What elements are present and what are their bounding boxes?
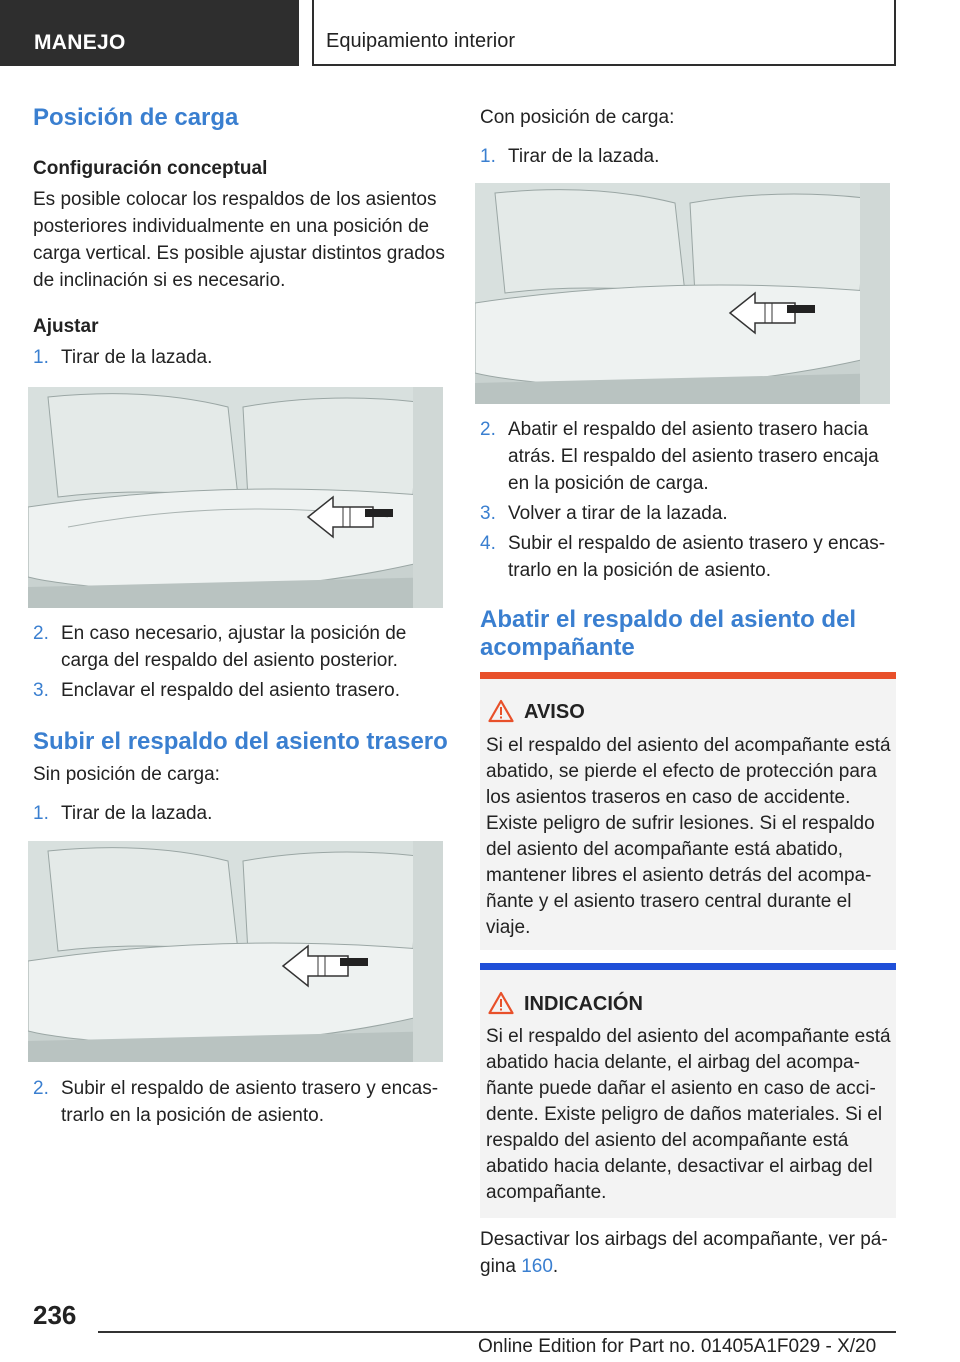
- step-number: 1.: [33, 347, 49, 368]
- chapter-title: Equipamiento interior: [326, 30, 515, 52]
- step-text: Subir el respaldo de asiento trasero y encastrarlo en la posición de asiento.: [508, 533, 886, 581]
- step-text: Tirar de la lazada.: [61, 347, 213, 368]
- step-text: Enclavar el respaldo del asiento trasero.: [61, 680, 401, 701]
- list-item: [480, 143, 896, 170]
- adjust-heading: Ajustar: [33, 316, 99, 337]
- seat-illustration-raise: [28, 841, 443, 1062]
- seat-illustration-load: [475, 183, 890, 404]
- closing-paragraph: [480, 1226, 896, 1280]
- list-item: [480, 530, 896, 584]
- notice-label: INDICACIÓN: [524, 993, 643, 1015]
- step-text: Volver a tirar de la lazada.: [508, 503, 728, 524]
- seat-illustration-adjust: [28, 387, 443, 608]
- step-number: 4.: [480, 533, 496, 554]
- section-heading-fold-passenger: Abatir el respaldo del asiento del acompañante: [480, 606, 857, 661]
- warning-text: Si el respaldo del asiento del acompañante está abatido, se pierde el efecto de protección para los asientos traseros en caso de accidente. Existe peligro de sufrir lesiones. Si el respaldo del asiento del acompañante está abatido, mantener libres el asiento detrás del acompañante y el asiento trasero central durante el viaje.: [486, 735, 891, 938]
- page-number: 236: [33, 1300, 77, 1330]
- chapter-tab: [312, 0, 896, 66]
- list-item: [480, 500, 896, 527]
- page-reference-link[interactable]: 160: [521, 1256, 553, 1277]
- concept-paragraph: Es posible colocar los respaldos de los asientos posteriores individualmente en una posición de carga vertical. Es posible ajustar distintos grados de inclinación si es necesario.: [33, 189, 445, 291]
- list-item: [480, 416, 896, 497]
- step-number: 2.: [480, 419, 496, 440]
- step-number: 2.: [33, 1078, 49, 1099]
- notice-triangle-icon: [488, 991, 514, 1015]
- step-number: 3.: [480, 503, 496, 524]
- step-text: En caso necesario, ajustar la posición de carga del respaldo del asiento posterior.: [61, 623, 407, 671]
- warning-bar: [480, 672, 896, 679]
- load-intro: Con posición de carga:: [480, 107, 675, 128]
- step-number: 2.: [33, 623, 49, 644]
- footer-divider: [98, 1331, 896, 1333]
- step-text: Subir el respaldo de asiento trasero y encastrarlo en la posición de asiento.: [61, 1078, 439, 1126]
- step-number: 1.: [480, 146, 496, 167]
- step-number: 1.: [33, 803, 49, 824]
- warning-label: AVISO: [524, 701, 585, 723]
- list-item: [33, 677, 445, 704]
- list-item: [33, 344, 445, 371]
- list-item: [33, 800, 445, 827]
- section-heading-raise-backrest: Subir el respaldo del asiento trasero: [33, 728, 448, 755]
- list-item: [33, 620, 445, 674]
- step-text: Tirar de la lazada.: [508, 146, 660, 167]
- notice-text: Si el respaldo del asiento del acompañante está abatido hacia delante, el airbag del acompañante puede dañar el asiento en caso de accidente. Existe peligro de daños materiales. Si el respaldo del asiento del acompañante está abatido hacia delante, desactivar el airbag del acompañante.: [486, 1026, 891, 1203]
- closing-text: Desactivar los airbags del acompañante, ver página: [480, 1229, 888, 1277]
- raise-intro: Sin posición de carga:: [33, 764, 220, 785]
- section-heading-load-position: Posición de carga: [33, 104, 239, 131]
- list-item: [33, 1075, 445, 1129]
- step-text: Tirar de la lazada.: [61, 803, 213, 824]
- warning-box: [480, 672, 896, 950]
- notice-bar: [480, 963, 896, 970]
- step-number: 3.: [33, 680, 49, 701]
- section-tab: [0, 0, 299, 66]
- section-title: MANEJO: [34, 31, 126, 54]
- closing-end: .: [552, 1256, 559, 1277]
- warning-triangle-icon: [488, 699, 514, 723]
- notice-box: [480, 963, 896, 1218]
- concept-heading: Configuración conceptual: [33, 158, 268, 179]
- edition-text: Online Edition for Part no. 01405A1F029 - X/20: [478, 1336, 877, 1357]
- step-text: Abatir el respaldo del asiento trasero hacia atrás. El respaldo del asiento trasero encaja en la posición de carga.: [508, 419, 879, 494]
